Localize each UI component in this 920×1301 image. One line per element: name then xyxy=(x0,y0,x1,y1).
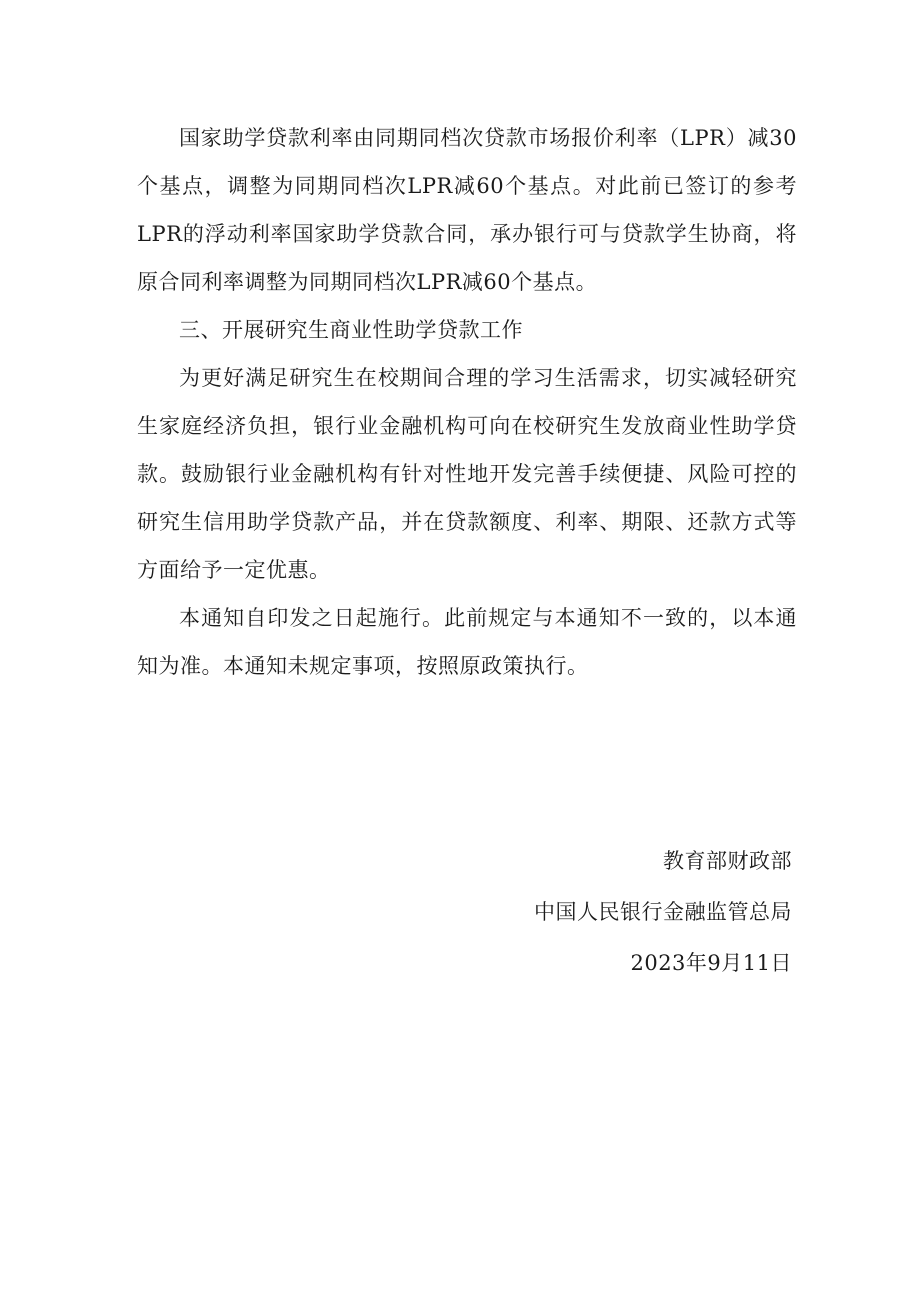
section-heading-graduate-loans: 三、开展研究生商业性助学贷款工作 xyxy=(179,318,523,342)
issuer-ministries: 教育部财政部 xyxy=(663,849,792,873)
paragraph-graduate-loans: 为更好满足研究生在校期间合理的学习生活需求，切实减轻研究生家庭经济负担，银行业金融机构可向在校研究生发放商业性助学贷款。鼓励银行业金融机构有针对性地开发完善手续便捷、风险可控的研究生信用助学贷款产品，并在贷款额度、利率、期限、还款方式等方面给予一定优惠。 xyxy=(137,366,797,582)
document-body xyxy=(137,114,797,690)
paragraph-loan-rate: 国家助学贷款利率由同期同档次贷款市场报价利率（LPR）减30个基点，调整为同期同档次LPR减60个基点。对此前已签订的参考LPR的浮动利率国家助学贷款合同，承办银行可与贷款学生协商，将原合同利率调整为同期同档次LPR减60个基点。 xyxy=(137,126,797,294)
issue-date: 2023年9月11日 xyxy=(630,951,792,975)
signature-block xyxy=(534,836,792,989)
issuer-central-bank: 中国人民银行金融监管总局 xyxy=(534,900,792,924)
paragraph-effective-date: 本通知自印发之日起施行。此前规定与本通知不一致的，以本通知为准。本通知未规定事项，按照原政策执行。 xyxy=(137,606,797,678)
